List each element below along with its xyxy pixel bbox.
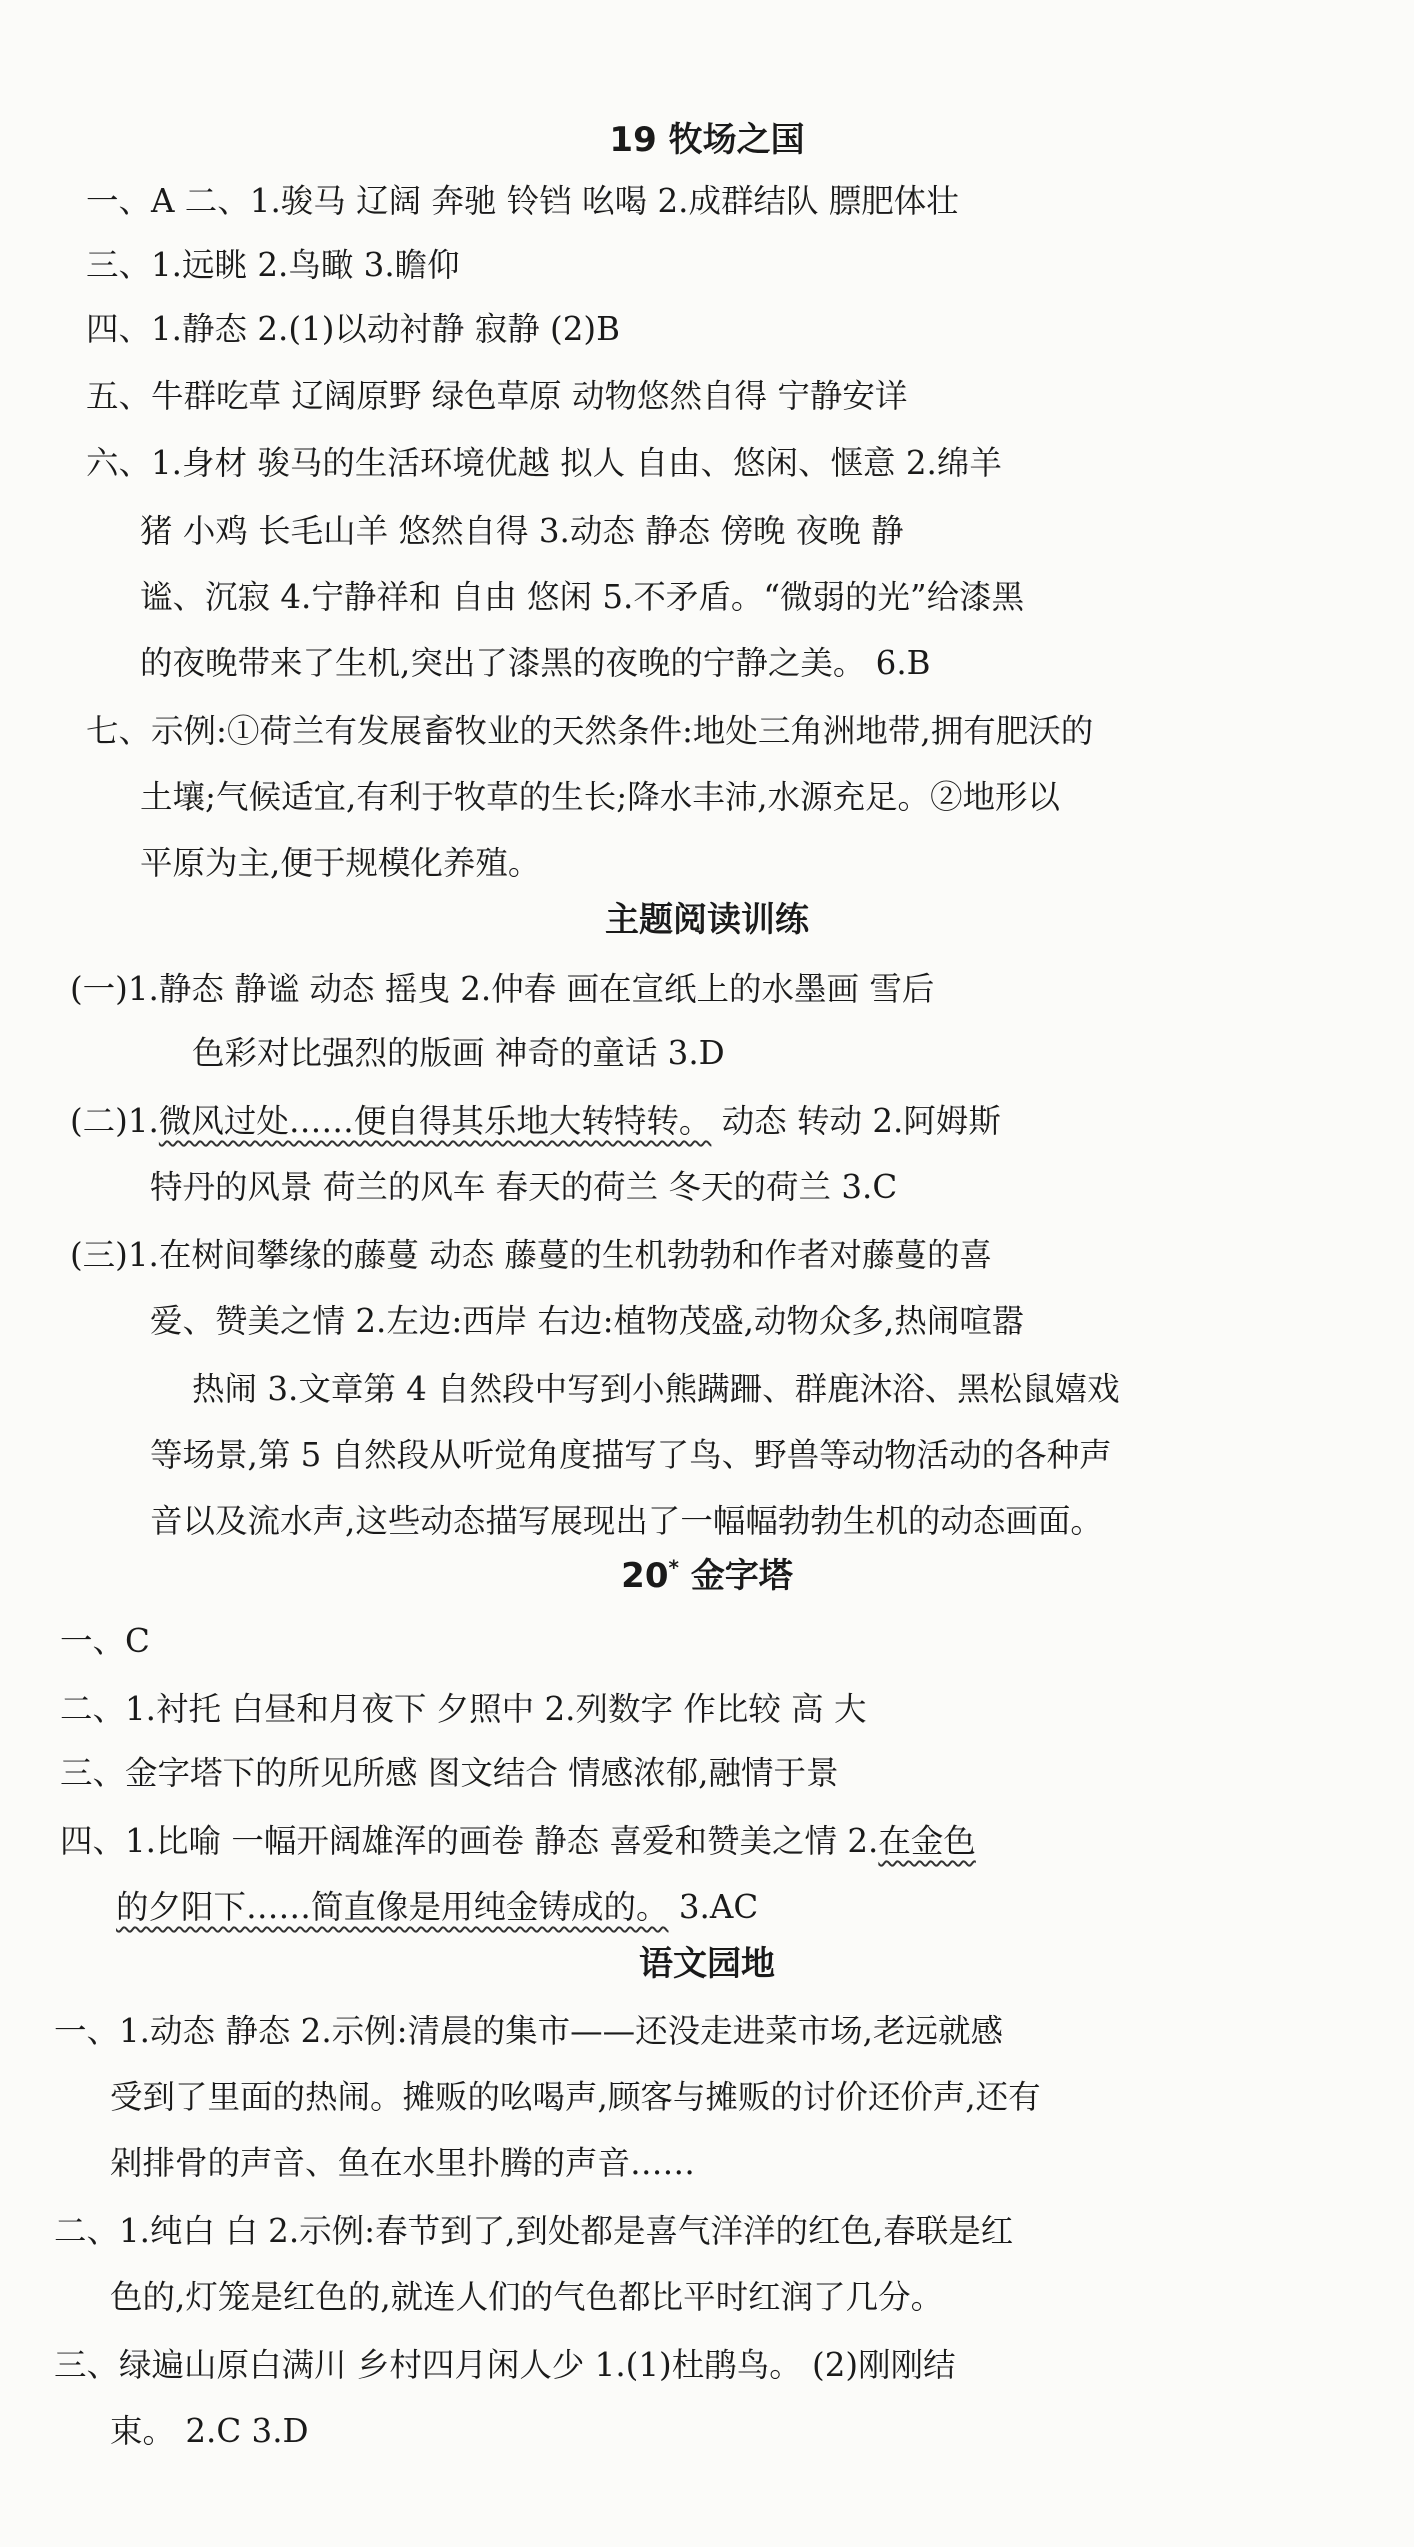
answer-line: 色的,灯笼是红色的,就连人们的气色都比平时红润了几分。 (110, 2278, 944, 2316)
answer-line: 特丹的风景 荷兰的风车 春天的荷兰 冬天的荷兰 3.C (150, 1168, 898, 1206)
answer-line: 五、牛群吃草 辽阔原野 绿色草原 动物悠然自得 宁静安详 (86, 377, 908, 415)
answer-line (116, 1886, 758, 1928)
answer-line: 爱、赞美之情 2.左边:西岸 右边:植物茂盛,动物众多,热闹喧嚣 (150, 1302, 1025, 1340)
answer-line: 等场景,第 5 自然段从听觉角度描写了鸟、野兽等动物活动的各种声 (150, 1436, 1112, 1474)
answer-line: 平原为主,便于规模化养殖。 (140, 844, 541, 882)
answer-line: 二、1.衬托 白昼和月夜下 夕照中 2.列数字 作比较 高 大 (60, 1690, 867, 1728)
answer-line: 土壤;气候适宜,有利于牧草的生长;降水丰沛,水源充足。②地形以 (140, 778, 1061, 816)
answer-line (60, 1820, 976, 1862)
answer-line: 三、金字塔下的所见所感 图文结合 情感浓郁,融情于景 (60, 1754, 839, 1792)
answer-line: 热闹 3.文章第 4 自然段中写到小熊蹒跚、群鹿沐浴、黑松鼠嬉戏 (192, 1370, 1120, 1408)
optional-mark: * (668, 1555, 679, 1580)
section-number: 20 (621, 1556, 669, 1596)
answer-line: 一、A 二、1.骏马 辽阔 奔驰 铃铛 吆喝 2.成群结队 膘肥体壮 (86, 182, 959, 220)
section-name: 金字塔 (690, 1556, 793, 1596)
section-title: 语文园地 (639, 1944, 775, 1984)
answer-line: (一)1.静态 静谧 动态 摇曳 2.仲春 画在宣纸上的水墨画 雪后 (70, 970, 935, 1008)
answer-line: 三、1.远眺 2.鸟瞰 3.瞻仰 (86, 246, 460, 284)
section-title (0, 1556, 1414, 1596)
answer-line: 音以及流水声,这些动态描写展现出了一幅幅勃勃生机的动态画面。 (150, 1502, 1103, 1540)
wavy-underlined-text: 的夕阳下……简直像是用纯金铸成的。 (116, 1888, 669, 1926)
answer-line (70, 1100, 1001, 1142)
answer-text: 动态 转动 2.阿姆斯 (711, 1102, 1001, 1140)
wavy-underlined-text: 在金色 (878, 1822, 976, 1860)
answer-line: 的夜晚带来了生机,突出了漆黑的夜晚的宁静之美。 6.B (140, 644, 931, 682)
answer-line: 色彩对比强烈的版画 神奇的童话 3.D (192, 1034, 725, 1072)
wavy-underlined-text: 微风过处……便自得其乐地大转特转。 (158, 1102, 712, 1140)
answer-line: 六、1.身材 骏马的生活环境优越 拟人 自由、悠闲、惬意 2.绵羊 (86, 444, 1002, 482)
answer-line: 猪 小鸡 长毛山羊 悠然自得 3.动态 静态 傍晚 夜晚 静 (140, 512, 904, 550)
section-title: 19 牧场之国 (609, 120, 805, 160)
section-title: 主题阅读训练 (605, 900, 809, 940)
answer-text: (二)1. (70, 1102, 159, 1140)
answer-text: 3.AC (668, 1888, 759, 1926)
answer-line: 七、示例:①荷兰有发展畜牧业的天然条件:地处三角洲地带,拥有肥沃的 (86, 712, 1094, 750)
answer-line: 一、C (60, 1622, 150, 1660)
answer-line: 束。 2.C 3.D (110, 2412, 309, 2450)
answer-text: 四、1.比喻 一幅开阔雄浑的画卷 静态 喜爱和赞美之情 2. (60, 1822, 879, 1860)
answer-line: 受到了里面的热闹。摊贩的吆喝声,顾客与摊贩的讨价还价声,还有 (110, 2078, 1041, 2116)
answer-line: (三)1.在树间攀缘的藤蔓 动态 藤蔓的生机勃勃和作者对藤蔓的喜 (70, 1236, 993, 1274)
answer-line: 二、1.纯白 白 2.示例:春节到了,到处都是喜气洋洋的红色,春联是红 (54, 2212, 1014, 2250)
answer-line: 剁排骨的声音、鱼在水里扑腾的声音…… (110, 2144, 696, 2182)
answer-line: 三、绿遍山原白满川 乡村四月闲人少 1.(1)杜鹃鸟。 (2)刚刚结 (54, 2346, 956, 2384)
answer-line: 四、1.静态 2.(1)以动衬静 寂静 (2)B (86, 310, 620, 348)
answer-line: 谧、沉寂 4.宁静祥和 自由 悠闲 5.不矛盾。“微弱的光”给漆黑 (140, 578, 1025, 616)
answer-line: 一、1.动态 静态 2.示例:清晨的集市——还没走进菜市场,老远就感 (54, 2012, 1003, 2050)
